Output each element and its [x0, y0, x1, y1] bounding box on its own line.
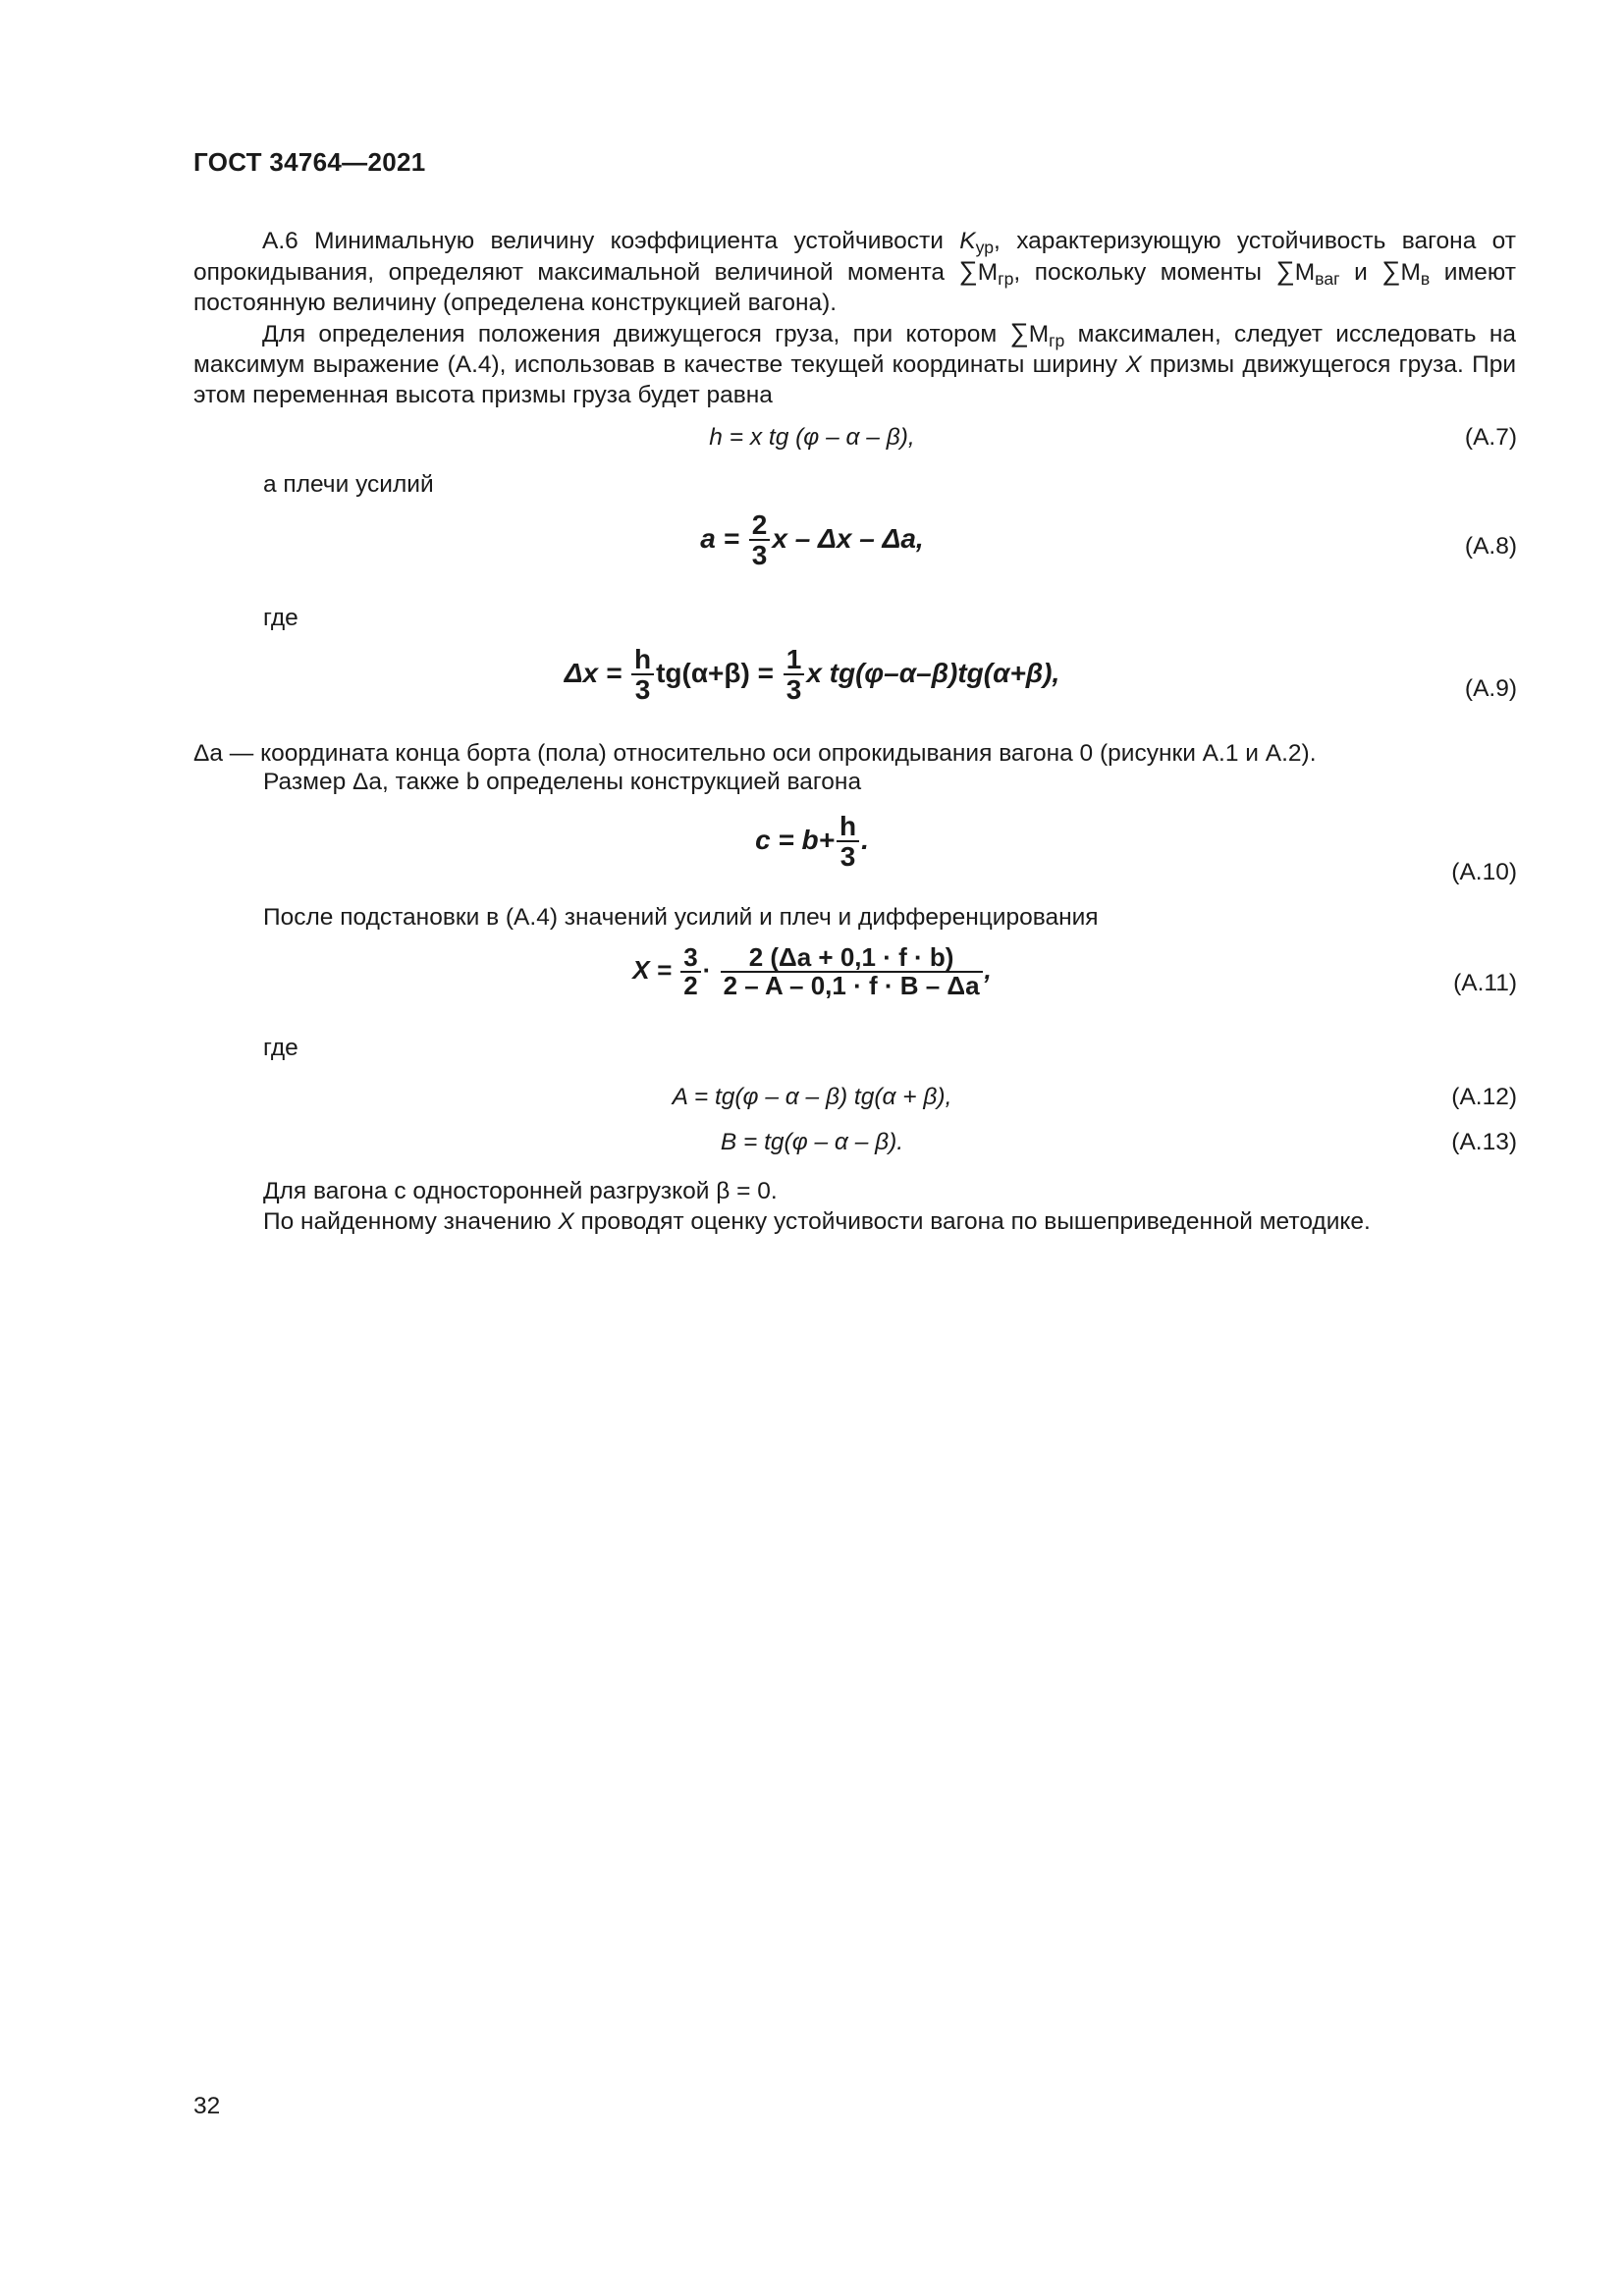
paragraph-load-position: Для определения положения движущегося груза, при котором $\sum М_{гр}$ максимален, следует исследовать на максимум выражение (А.4), использовав в качестве текущей координаты ширину X призмы движущегося груза. При этом переменная высота призмы груза будет равна [193, 318, 1517, 408]
equation-a13: B = tg(φ – α – β). [720, 1129, 904, 1155]
equation-number-a7: (А.7) [1464, 424, 1517, 451]
text-shoulders: а плечи усилий [263, 471, 434, 498]
paragraph-a6: А.6 Минимальную величину коэффициента устойчивости $K_{ур}$, характеризующую устойчивость вагона от опрокидывания, определяют максимальной величиной момента $\sum М_{гр}$, поскольку моменты $\sum М_{ваг}$ и $\sum М_в$ имеют постоянную величину (определена конструкцией вагона). [193, 228, 1516, 316]
paragraph-delta-a: Δa — координата конца борта (пола) относительно оси опрокидывания вагона 0 (рисунки А.1 и А.2). [193, 740, 1317, 767]
equation-a12: A = tg(φ – α – β) tg(α + β), [672, 1084, 952, 1110]
equation-a7: h = x tg (φ – α – β), [709, 424, 915, 451]
text-final: По найденному значению X проводят оценку устойчивости вагона по вышеприведенной методике. [263, 1208, 1371, 1235]
text-where-1: где [263, 605, 298, 631]
text-where-2: где [263, 1035, 298, 1061]
equation-number-a9: (А.9) [1464, 675, 1517, 702]
equation-number-a13: (А.13) [1451, 1129, 1517, 1155]
equation-number-a12: (А.12) [1451, 1084, 1517, 1110]
text-after-substitution: После подстановки в (А.4) значений усилий и плеч и дифференцирования [263, 904, 1099, 931]
document-title: ГОСТ 34764—2021 [193, 147, 426, 177]
equation-number-a11: (А.11) [1453, 970, 1517, 996]
text-one-sided-unloading: Для вагона с односторонней разгрузкой β = 0. [263, 1178, 778, 1204]
equation-a8: a = $\frac{2}{3}$ x – Δx – Δa, [700, 509, 924, 571]
equation-a10: c = b+ $\frac{h}{3}$ . [755, 811, 869, 873]
page-number: 32 [193, 2093, 221, 2119]
text-size: Размер Δa, также b определены конструкцией вагона [263, 769, 862, 795]
equation-number-a8: (А.8) [1464, 533, 1517, 560]
equation-a11: X = $\frac{3}{2}$ · $\frac{2 (\Delta a + 0,1 \cdot f \cdot b)}{2 - A - 0,1 \cdot f \cdot B - \Delta a}$ , [632, 942, 992, 1001]
equation-a9: Δx = $\frac{h}{3}$ tg(α+β) = $\frac{1}{3}$ x tg(φ–α–β)tg(α+β), [564, 644, 1060, 706]
equation-number-a10: (А.10) [1451, 859, 1517, 885]
